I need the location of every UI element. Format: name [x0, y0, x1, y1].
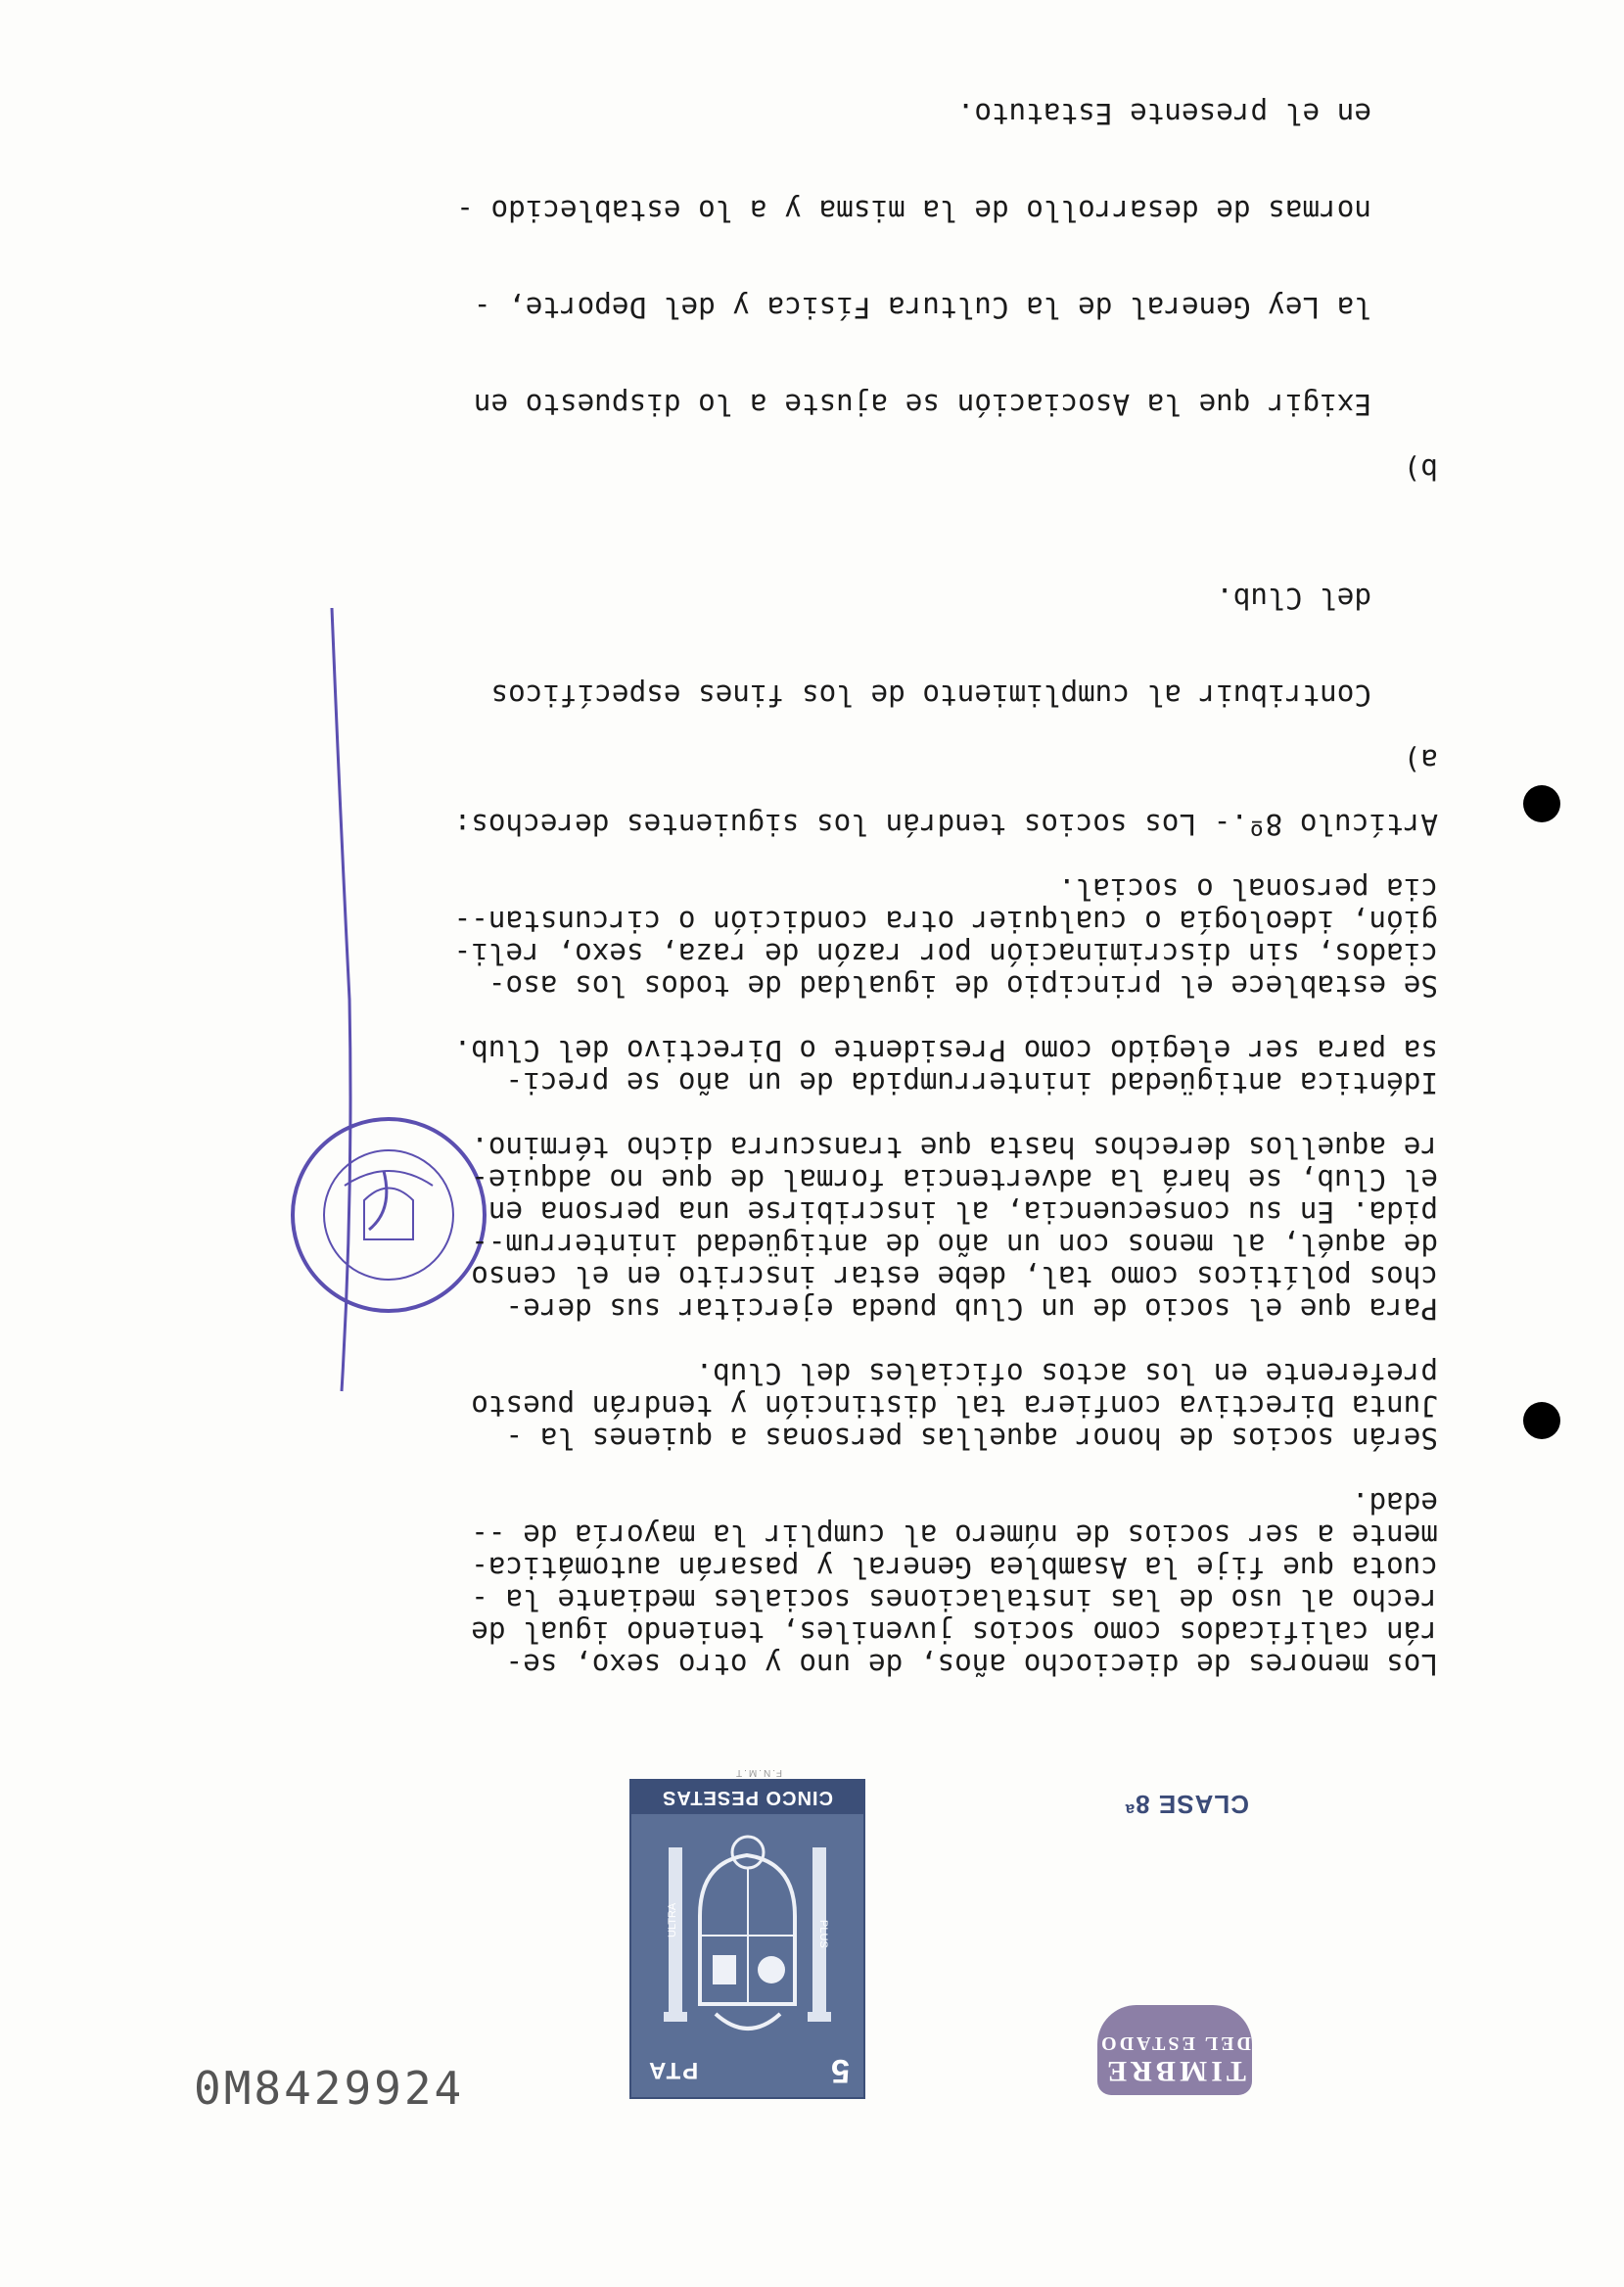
text-line: Contribuir al cumplimiento de los fines específicos	[490, 678, 1371, 712]
paragraph-juveniles	[371, 1486, 1438, 1680]
text-line: Artículo 8º.- Los socios tendrán los siguientes derechos:	[453, 808, 1438, 841]
text-line: mente a ser socios de número al cumplir la mayoría de --	[471, 1518, 1438, 1552]
text-line: gión, ideología o cualquier otra condición o circunstan--	[453, 905, 1438, 938]
text-line: en el presente Estatuto.	[956, 97, 1371, 130]
text-line: la Ley General de la Cultura Física y del Deporte, -	[473, 291, 1371, 324]
text-line: ciados, sin discriminación por razón de raza, sexo, reli-	[453, 937, 1438, 970]
text-line: el Club, se hará la advertencia formal de que no adquie-	[471, 1163, 1438, 1196]
timbre-line2: DEL ESTADO	[1098, 2032, 1251, 2054]
text-line: cia personal o social.	[1057, 872, 1438, 906]
motto-left: PLUS	[817, 1920, 829, 1948]
item-label: a)	[1403, 743, 1438, 776]
text-line: edad.	[1351, 1486, 1438, 1519]
stamp-currency: PTA	[647, 2057, 699, 2083]
timbre-line1: TIMBRE	[1103, 2055, 1246, 2087]
text-line: Idéntica antigüedad ininterrumpida de un año se preci-	[505, 1066, 1438, 1099]
motto-right: ULTRA	[667, 1902, 678, 1937]
text-line: Junta Directiva confiera tal distinción y tendrán puesto	[471, 1389, 1438, 1423]
item-label: b)	[1403, 452, 1438, 486]
coat-of-arms-icon	[661, 1828, 834, 2043]
text-line: preferente en los actos oficiales del Club.	[695, 1357, 1438, 1390]
serial-number: 0M8429924	[194, 2062, 465, 2115]
clase-label: CLASE 8ª	[1124, 1790, 1249, 1819]
punch-hole	[1523, 1402, 1560, 1439]
paragraph-igualdad	[371, 872, 1438, 1002]
paragraph-antiguedad	[371, 1034, 1438, 1098]
text-line: Los menores de dieciocho años, de uno y otro sexo, se-	[505, 1648, 1438, 1681]
text-line: de aquél, al menos con un año de antigüedad ininterrum--	[471, 1228, 1438, 1261]
timbre-del-estado-emblem	[1097, 2005, 1252, 2095]
text-line: pida. En su consecuencia, al inscribirse una persona en	[487, 1195, 1438, 1229]
text-line: Exigir que la Asociación se ajuste a lo dispuesto en	[473, 388, 1371, 421]
tax-stamp	[629, 1779, 865, 2099]
paragraph-derechos-politicos	[371, 1131, 1438, 1325]
text-line: rán calificados como socios juveniles, teniendo igual de	[471, 1615, 1438, 1649]
right-item-b	[371, 32, 1438, 485]
paragraph-socios-honor	[371, 1357, 1438, 1454]
statute-text	[371, 0, 1438, 1680]
text-line: Serán socios de honor aquellas personas a quienes la -	[505, 1422, 1438, 1455]
text-line: re aquellos derechos hasta que transcurra dicho término.	[471, 1131, 1438, 1164]
text-line: sa para ser elegido como Presidente o Directivo del Club.	[453, 1034, 1438, 1067]
text-line: chos políticos como tal, debe estar inscrito en el censo	[471, 1260, 1438, 1293]
text-line: Para que el socio de un Club pueda ejercitar sus dere-	[505, 1292, 1438, 1326]
printer-mark: F.N.M.T	[734, 1767, 782, 1778]
article-8-heading	[371, 808, 1438, 840]
stamp-value: 5	[831, 2052, 850, 2089]
text-line: del Club.	[1216, 582, 1371, 615]
punch-hole	[1523, 785, 1560, 822]
right-item-a	[371, 517, 1438, 775]
text-line: cuota que fije la Asamblea General y pasarán automática-	[471, 1551, 1438, 1584]
text-line: Se establece el principio de igualdad de todos los aso-	[487, 969, 1438, 1003]
stamp-band: CINCO PESETAS	[631, 1781, 863, 1814]
text-line: recho al uso de las instalaciones sociales mediante la -	[471, 1583, 1438, 1616]
text-line: normas de desarrollo de la misma y a lo establecido -	[456, 194, 1371, 227]
